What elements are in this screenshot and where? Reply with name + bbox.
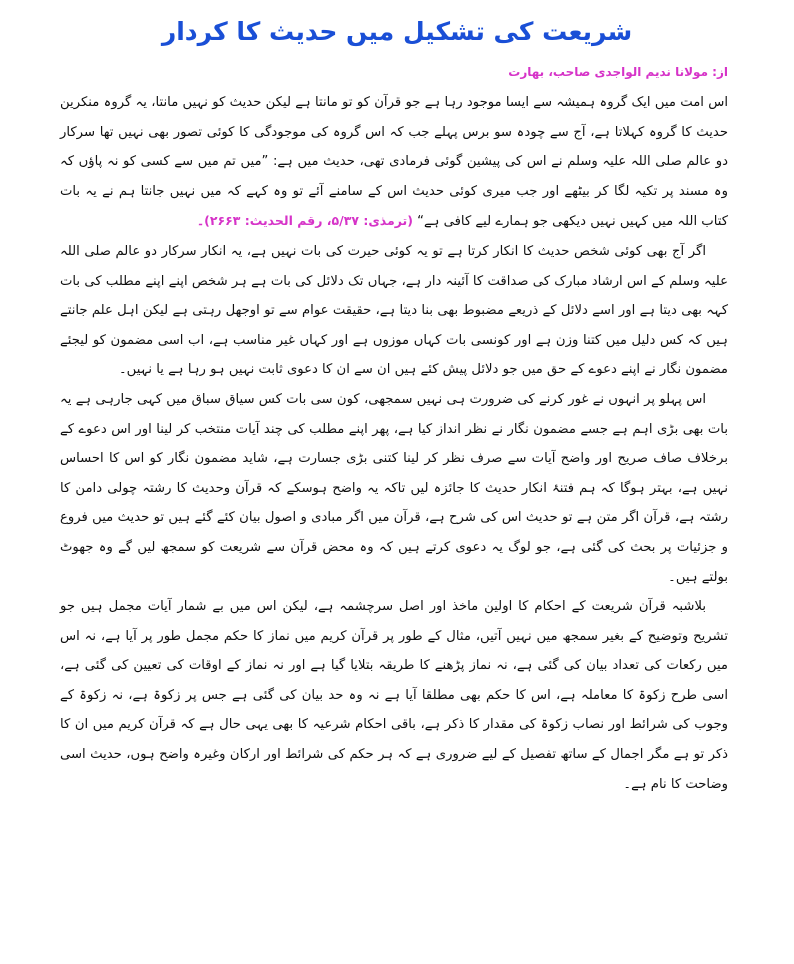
- paragraph-4: [60, 592, 728, 799]
- paragraph-3: [60, 385, 728, 592]
- hadith-citation: (ترمذی: ۵/۳۷، رقم الحدیث: ۲۶۶۳)۔: [196, 213, 413, 229]
- paragraph-3-text: اس پہلو پر انہوں نے غور کرنے کی ضرورت ہی نہیں سمجھی، کون سی بات کس سیاق سباق میں کہی جارہی ہے یہ بات بھی بڑی اہم ہے جسے مضمون نگار نے نظر انداز کیا ہے، پھر اپنے مطلب کی چند آیات منتخب کر لینا اور اس دعوے کے برخلاف صاف صریح اور واضح آیات سے صرف نظر کر لینا کتنی بڑی جسارت ہے، شاید مضمون نگار کو اس کا احساس نہیں ہے، بہتر ہوگا کہ ہم فتنۂ انکار حدیث کا جائزہ لیں تاکہ یہ واضح ہوسکے کہ قرآن وحدیث کا رشتہ چولی دامن کا رشتہ ہے، قرآن اگر متن ہے تو حدیث اس کی شرح ہے، قرآن میں اگر مبادی و اصول بیان کئے گئے ہیں تو حدیث میں فروع و جزئیات پر بحث کی گئی ہے، جو لوگ یہ دعوی کرتے ہیں کہ وہ محض قرآن سے شریعت کو سمجھ لیں گے وہ جھوٹ بولتے ہیں۔: [60, 391, 728, 585]
- paragraph-2-text: اگر آج بھی کوئی شخص حدیث کا انکار کرتا ہے تو یہ کوئی حیرت کی بات نہیں ہے، یہ انکار سرکار دو عالم صلی اللہ علیہ وسلم کے اس ارشاد مبارک کی صداقت کا آئینہ دار ہے، جہاں تک دلائل کی بات ہے ہر شخص اپنے اپنے مطلب کی بات کہہ بھی دیتا ہے اور اسے دلائل کے ذریعے مضبوط بھی بنا دیتا ہے، حقیقت عوام سے تو اوجھل رہتی ہے لیکن اہل علم جانتے ہیں کہ کس دلیل میں کتنا وزن ہے اور کونسی بات کہاں موزوں ہے اور کہاں غیر مناسب ہے، اب اسی مضمون کو لیجئے مضمون نگار نے اپنے دعوے کے حق میں جو دلائل پیش کئے ہیں ان سے ان کا دعوی ثابت نہیں ہو رہا ہے یا نہیں۔: [60, 243, 728, 378]
- paragraph-1-text: اس امت میں ایک گروہ ہمیشہ سے ایسا موجود رہا ہے جو قرآن کو تو مانتا ہے لیکن حدیث کو نہیں مانتا، یہ گروہ منکرین حدیث کا گروہ کہلاتا ہے، آج سے چودہ سو برس پہلے جب کہ اس گروہ کی موجودگی کا کوئی تصور بھی نہیں تھا سرکار دو عالم صلی اللہ علیہ وسلم نے اس کی پیشین گوئی فرمادی تھی، حدیث میں ہے: ”میں تم میں سے کسی کو نہ پاؤں کہ وہ مسند پر تکیہ لگا کر بیٹھے اور جب میری کوئی حدیث اس کے سامنے آئے تو وہ کہے کہ میں نہیں جانتا ہم نے یہ بات کتاب اللہ میں کہیں نہیں دیکھی جو ہمارے لیے کافی ہے“: [60, 95, 728, 230]
- author-byline: از: مولانا ندیم الواجدی صاحب، بھارت: [508, 65, 728, 79]
- paragraph-4-text: بلاشبہ قرآن شریعت کے احکام کا اولین ماخذ اور اصل سرچشمہ ہے، لیکن اس میں بے شمار آیات مجمل ہیں جو تشریح وتوضیح کے بغیر سمجھ میں نہیں آتیں، مثال کے طور پر قرآن کریم میں نماز کا حکم مجمل طور پر آیا ہے، نہ اس میں رکعات کی تعداد بیان کی گئی ہے، نہ نماز پڑھنے کا طریقہ بتلایا گیا ہے اور نہ نماز کے اوقات کی تعیین کی گئی ہے، اسی طرح زکوۃ کا معاملہ ہے، اس کا حکم بھی مطلقا آیا ہے نہ وہ حد بیان کی گئی ہے جس پر زکوۃ ہے، نہ زکوۃ کے وجوب کی شرائط اور نصاب زکوۃ کی مقدار کا ذکر ہے، باقی احکام شرعیہ کا بھی یہی حال ہے کہ قرآن کریم میں ان کا ذکر تو ہے مگر اجمال کے ساتھ تفصیل کے لیے ضروری ہے کہ ہر حکم کی شرائط اور ارکان وغیرہ واضح ہوں، حدیث اسی وضاحت کا نام ہے۔: [60, 599, 728, 792]
- article-body: [60, 88, 728, 799]
- article-title: شریعت کی تشکیل میں حدیث کا کردار: [161, 17, 633, 46]
- paragraph-1: [60, 88, 728, 237]
- paragraph-2: [60, 237, 728, 385]
